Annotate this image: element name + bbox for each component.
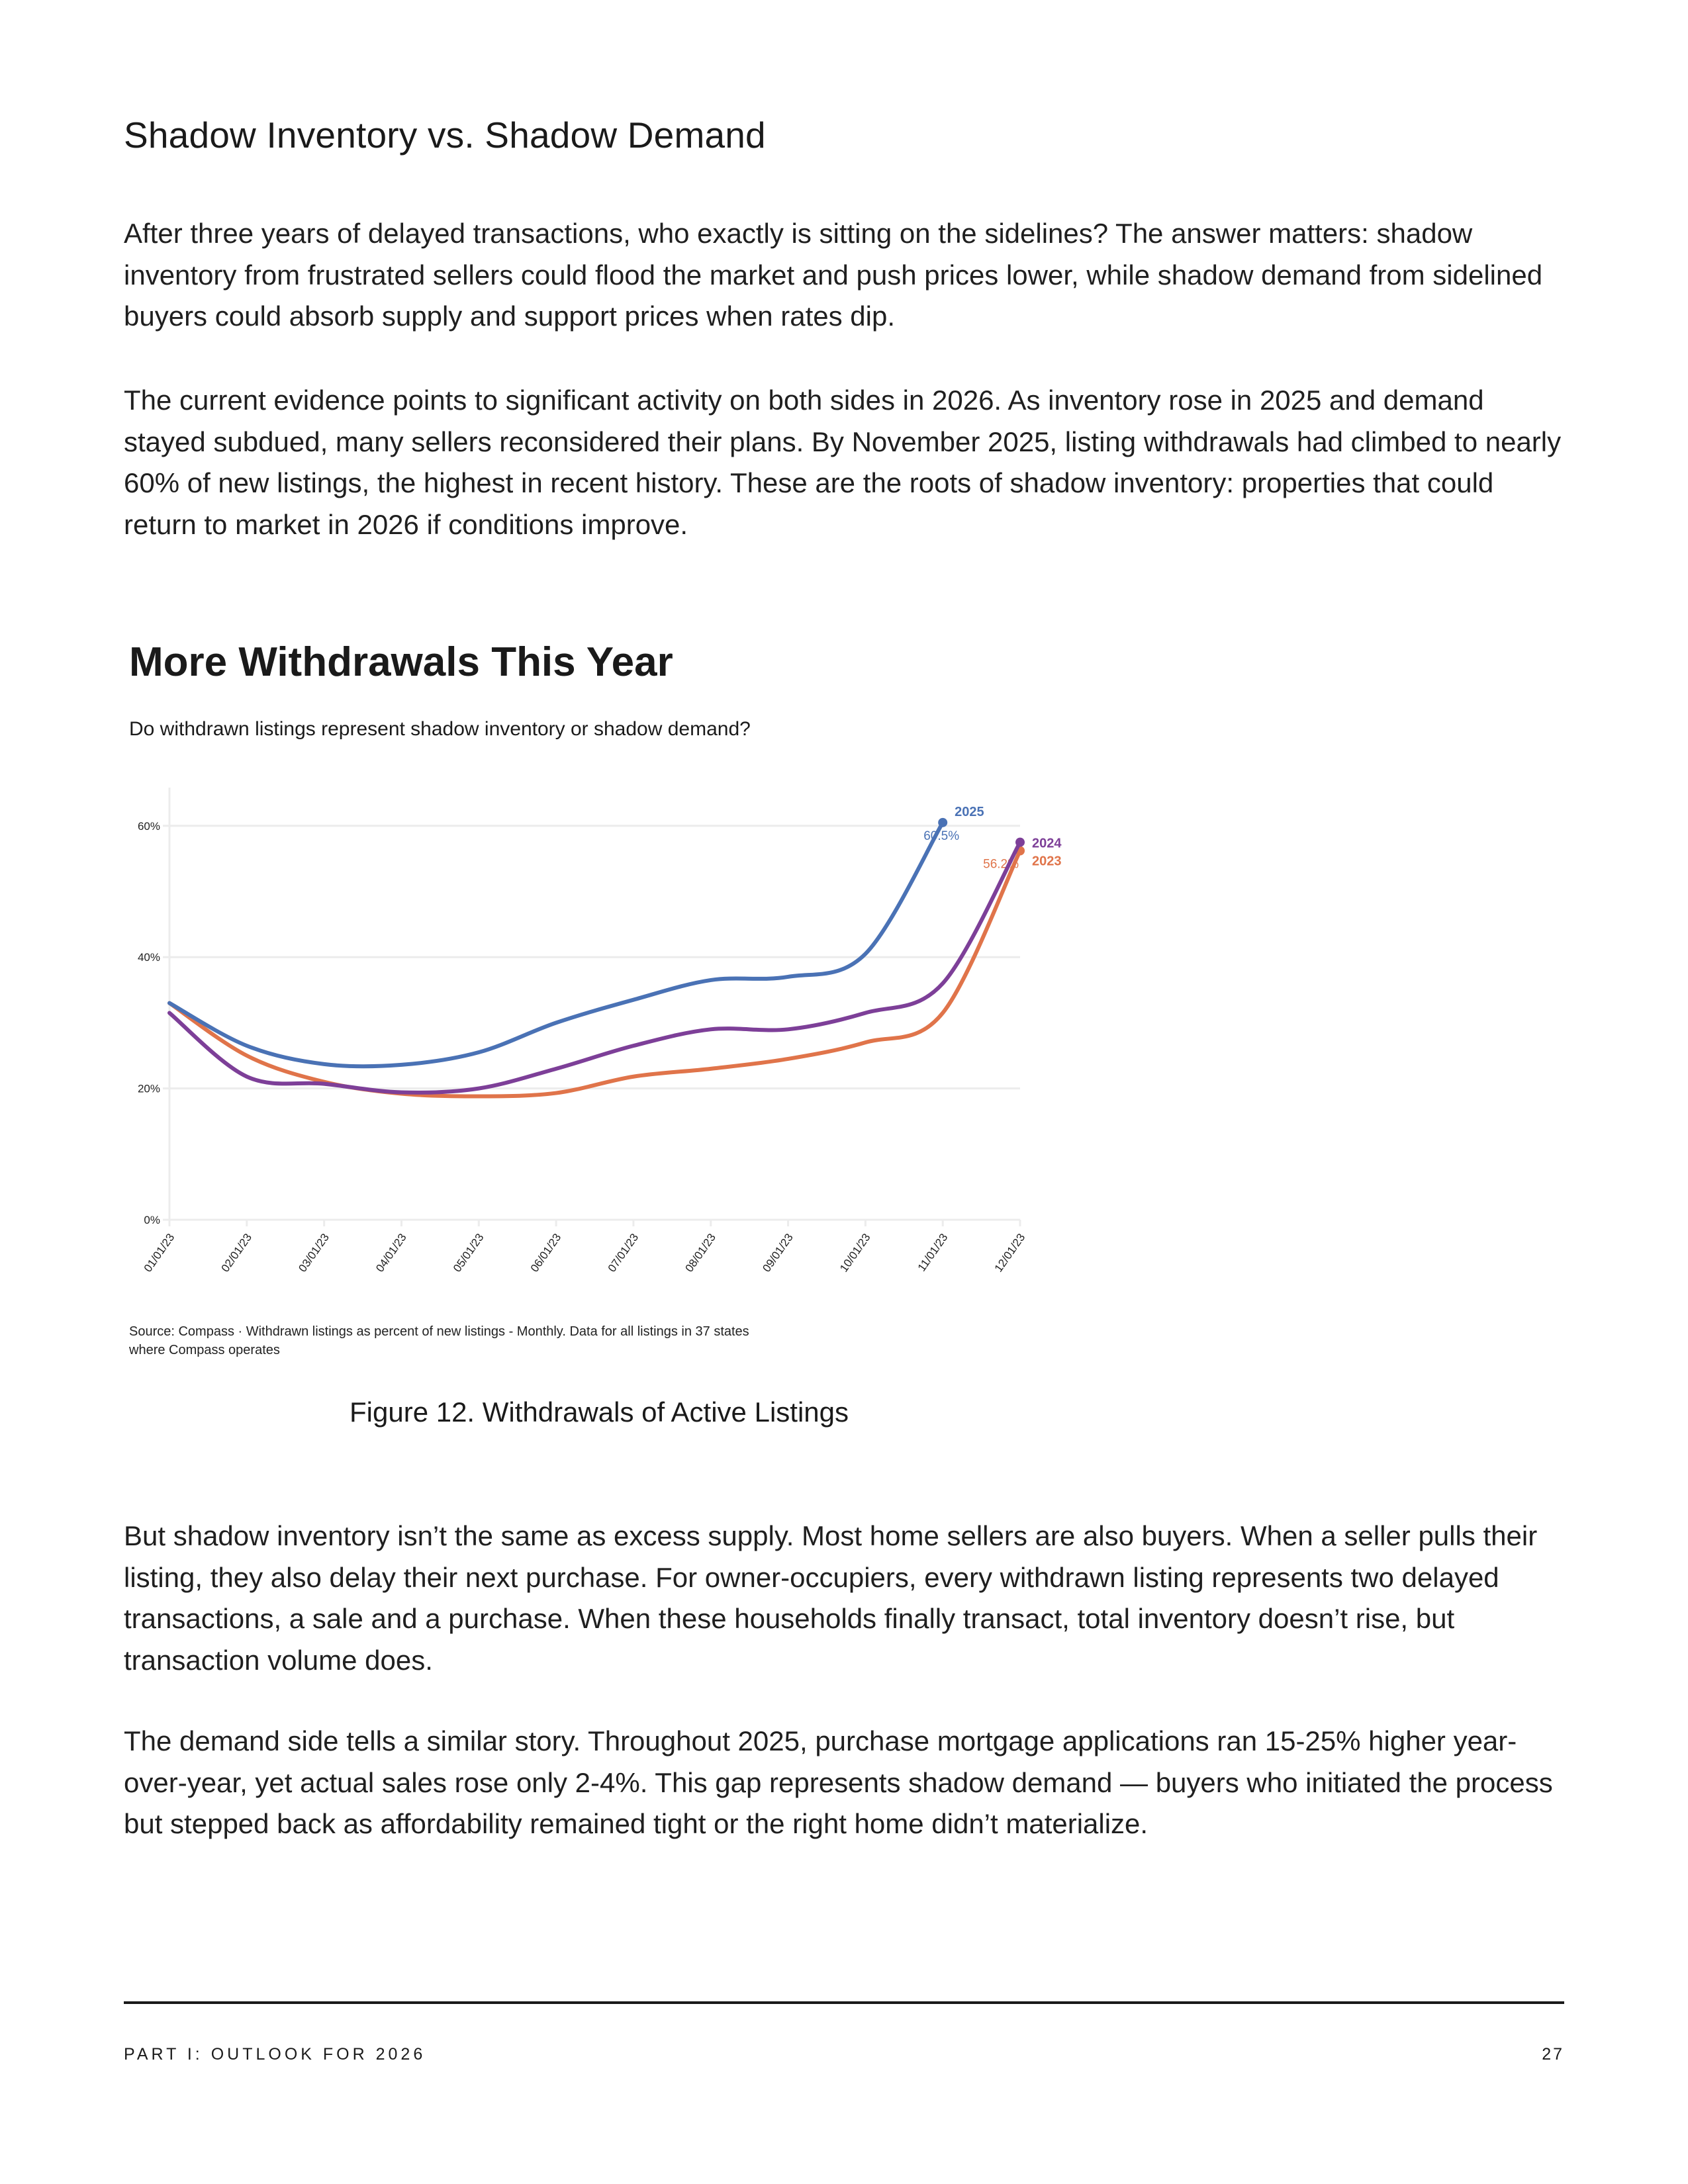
paragraph-1: After three years of delayed transactions, who exactly is sitting on the sidelines? The answer matters: shadow inventory from frustrated sellers could flood the market and push prices lower, while shadow demand from sidelined buyers could absorb supply and support prices when rates dip. [124,218,1543,332]
x-tick-label: 01/01/23 [141,1231,177,1275]
chart-title: More Withdrawals This Year [129,639,673,685]
x-tick-label: 12/01/23 [992,1231,1028,1275]
y-tick-label: 20% [137,1082,160,1095]
line-chart [0,761,1125,1310]
paragraph-3: But shadow inventory isn’t the same as excess supply. Most home sellers are also buyers. When a seller pulls their listing, they also delay their next purchase. For owner-occupiers, every withdrawn listing represents two delayed transactions, a sale and a purchase. When these households finally transact, total inventory doesn’t rise, but transaction volume does. [124,1520,1538,1676]
paragraph-4: The demand side tells a similar story. Throughout 2025, purchase mortgage applications ran 15-25% higher year-over-year, yet actual sales rose only 2-4%. This gap represents shadow demand — buyers who initiated the process but stepped back as affordability remained tight or the right home didn’t materialize. [124,1725,1553,1839]
page-number: 27 [1542,2045,1564,2064]
source-line-2: where Compass operates [129,1343,280,1357]
footer-section-label: PART I: OUTLOOK FOR 2026 [124,2045,426,2064]
figure-caption: Figure 12. Withdrawals of Active Listings [350,1396,849,1428]
paragraph-2: The current evidence points to significant activity on both sides in 2026. As inventory rose in 2025 and demand stayed subdued, many sellers reconsidered their plans. By November 2025, listing withdrawals had climbed to nearly 60% of new listings, the highest in recent history. These are the roots of shadow inventory: properties that could return to market in 2026 if conditions improve. [124,385,1562,540]
series-value-label-2025: 60.5% [923,829,960,843]
series-endpoint-2024 [1015,838,1025,847]
y-tick-label: 0% [144,1214,160,1226]
x-tick-label: 05/01/23 [451,1231,487,1275]
series-value-label-2023: 56.2% [983,857,1019,872]
series-endpoint-2025 [938,818,947,827]
chart-source [129,1322,749,1359]
y-tick-label: 60% [137,819,160,833]
x-tick-label: 07/01/23 [605,1231,641,1275]
x-tick-label: 08/01/23 [682,1231,719,1275]
x-tick-label: 02/01/23 [218,1231,255,1275]
series-label-2025: 2025 [955,804,984,819]
series-label-2024: 2024 [1032,836,1062,851]
x-tick-label: 03/01/23 [296,1231,332,1275]
series-label-2023: 2023 [1032,854,1062,869]
footer-divider [124,2001,1564,2004]
x-tick-label: 04/01/23 [373,1231,409,1275]
x-tick-label: 09/01/23 [760,1231,796,1275]
series-line-2024 [169,842,1020,1093]
source-line-1: Source: Compass · Withdrawn listings as percent of new listings - Monthly. Data for all listings in 37 states [129,1324,749,1339]
y-tick-label: 40% [137,951,160,964]
chart-subtitle: Do withdrawn listings represent shadow inventory or shadow demand? [129,718,751,740]
series-line-2025 [169,823,943,1066]
section-heading: Shadow Inventory vs. Shadow Demand [124,114,766,156]
x-tick-label: 10/01/23 [837,1231,873,1275]
x-tick-label: 06/01/23 [528,1231,564,1275]
x-tick-label: 11/01/23 [915,1231,951,1274]
